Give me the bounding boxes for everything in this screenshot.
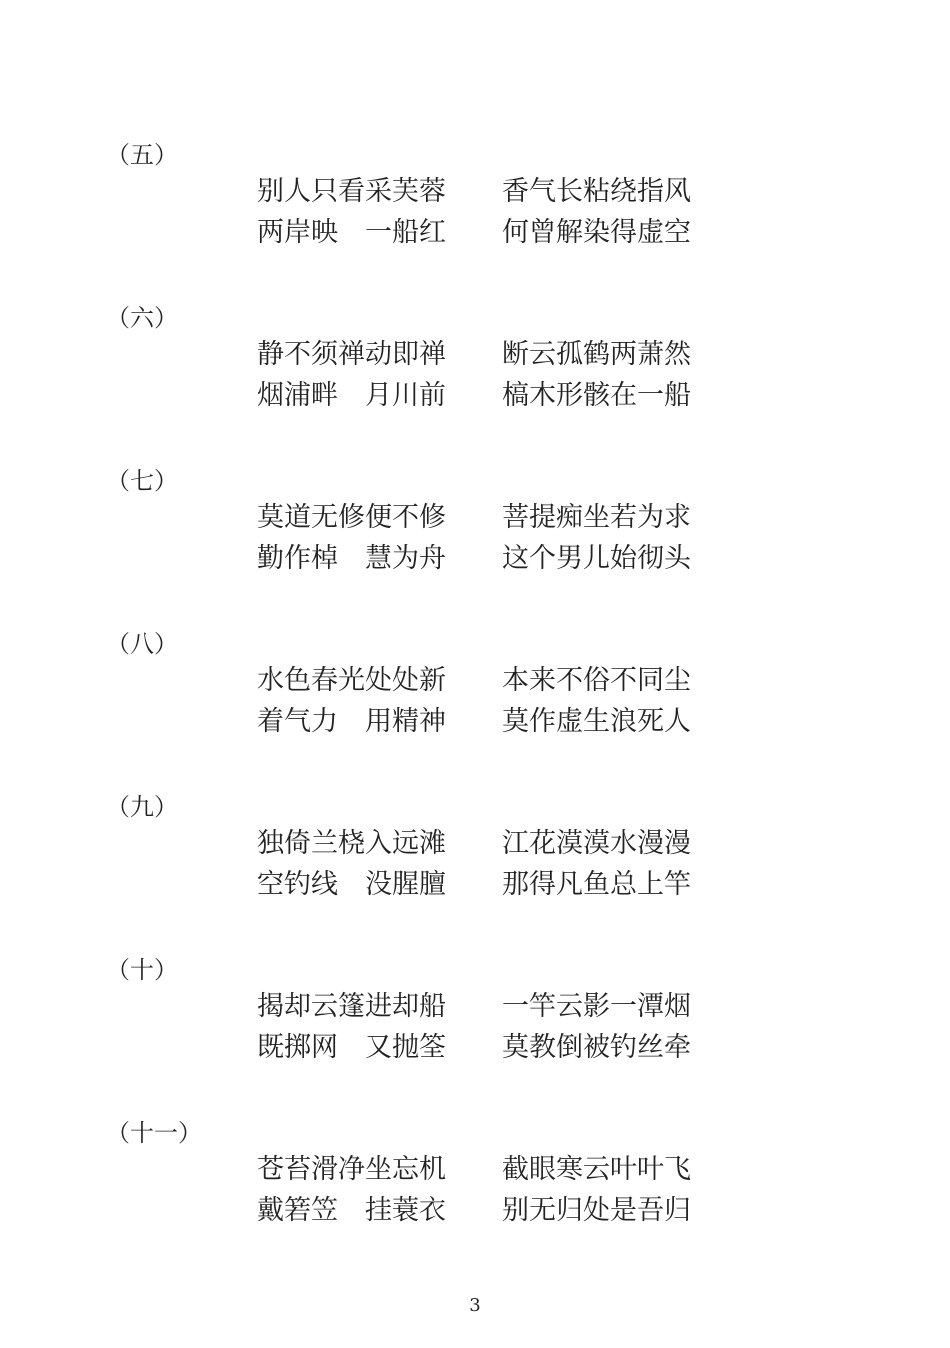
- verse-line-1-left: 水色春光处处新: [257, 665, 446, 696]
- verse-line-1-left: 别人只看采芙蓉: [257, 176, 446, 207]
- verse-line-1-right: 一竿云影一潭烟: [502, 991, 691, 1022]
- stanza: [0, 955, 950, 1095]
- verse-line-1-right: 江花漠漠水漫漫: [502, 828, 691, 859]
- verse-line-2-left: 戴箬笠 挂蓑衣: [257, 1195, 446, 1226]
- stanza: [0, 466, 950, 606]
- verse-line-2-left: 烟浦畔 月川前: [257, 380, 446, 411]
- stanza-number: （十一）: [106, 1119, 202, 1147]
- verse-line-2-left: 着气力 用精神: [257, 706, 446, 737]
- stanza-number: （六）: [106, 304, 178, 332]
- verse-line-2-right: 槁木形骸在一船: [502, 380, 691, 411]
- stanza: [0, 629, 950, 769]
- verse-line-1-right: 本来不俗不同尘: [502, 665, 691, 696]
- verse-line-1-left: 独倚兰桡入远滩: [257, 828, 446, 859]
- verse-line-1-right: 断云孤鹤两萧然: [502, 339, 691, 370]
- verse-line-2-right: 莫教倒被钓丝牵: [502, 1032, 691, 1063]
- stanza-number: （十）: [106, 956, 178, 984]
- verse-line-1-left: 静不须禅动即禅: [257, 339, 446, 370]
- verse-line-2-right: 别无归处是吾归: [502, 1195, 691, 1226]
- page-number: 3: [469, 1295, 481, 1316]
- verse-line-1-left: 苍苔滑净坐忘机: [257, 1154, 446, 1185]
- verse-line-2-left: 既掷网 又抛筌: [257, 1032, 446, 1063]
- verse-line-1-right: 香气长粘绕指风: [502, 176, 691, 207]
- stanza-number: （七）: [106, 467, 178, 495]
- stanza-number: （八）: [106, 630, 178, 658]
- stanza: [0, 303, 950, 443]
- verse-line-1-left: 揭却云篷进却船: [257, 991, 446, 1022]
- stanza: [0, 1118, 950, 1258]
- verse-line-2-right: 那得凡鱼总上竿: [502, 869, 691, 900]
- verse-line-2-right: 这个男儿始彻头: [502, 543, 691, 574]
- stanza-number: （九）: [106, 793, 178, 821]
- verse-line-1-left: 莫道无修便不修: [257, 502, 446, 533]
- verse-line-2-left: 两岸映 一船红: [257, 217, 446, 248]
- stanza: [0, 792, 950, 932]
- stanza-number: （五）: [106, 141, 178, 169]
- verse-line-2-right: 何曾解染得虚空: [502, 217, 691, 248]
- stanza: [0, 140, 950, 280]
- verse-line-1-right: 菩提痴坐若为求: [502, 502, 691, 533]
- verse-line-2-left: 勤作棹 慧为舟: [257, 543, 446, 574]
- verse-line-2-right: 莫作虚生浪死人: [502, 706, 691, 737]
- verse-line-2-left: 空钓线 没腥膻: [257, 869, 446, 900]
- verse-line-1-right: 截眼寒云叶叶飞: [502, 1154, 691, 1185]
